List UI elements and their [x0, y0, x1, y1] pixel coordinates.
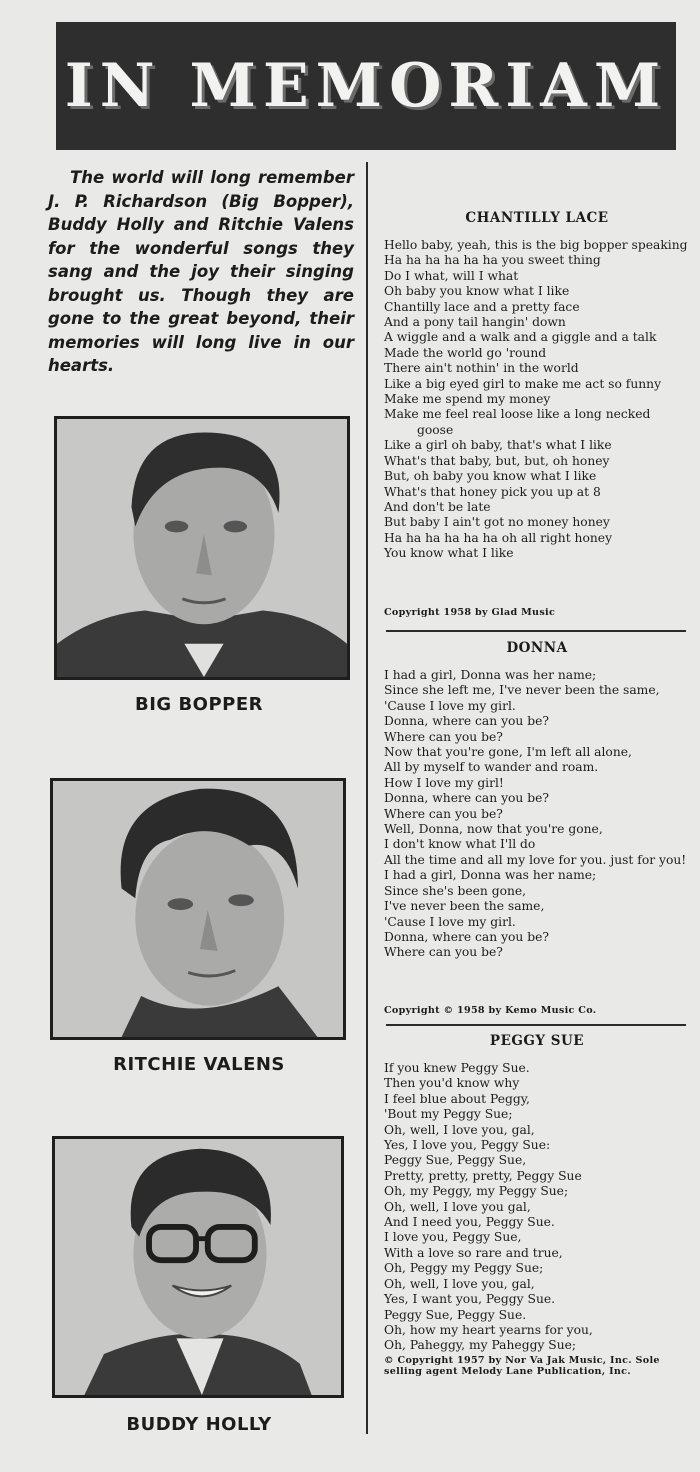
buddy-holly-photo — [52, 1136, 344, 1398]
lyric-line: Donna, where can you be? — [384, 929, 550, 944]
lyric-line: I had a girl, Donna was her name; — [384, 668, 597, 682]
big-bopper-photo — [54, 416, 350, 680]
lyric-line: 'Cause I love my girl. — [384, 914, 516, 929]
lyric-line: Then you'd know why — [384, 1076, 520, 1091]
peggy-sue-lyrics — [384, 1061, 690, 1354]
lyric-line: Oh, Peggy my Peggy Sue; — [384, 1261, 544, 1276]
lyric-line: I don't know what I'll do — [384, 837, 536, 852]
lyric-line: 'Cause I love my girl. — [384, 698, 516, 713]
portrait-image — [57, 419, 347, 677]
lyric-line: Chantilly lace and a pretty face — [384, 299, 580, 314]
lyric-line: Since she left me, I've never been the same, — [384, 683, 660, 698]
peggy-sue-copyright: © Copyright 1957 by Nor Va Jak Music, Inc. Sole selling agent Melody Lane Publication, Inc. — [384, 1355, 660, 1378]
lyric-line: Made the world go 'round — [384, 345, 547, 360]
portrait-image — [55, 1139, 341, 1395]
lyric-line: Donna, where can you be? — [384, 714, 550, 729]
chantilly-lace-copyright: Copyright 1958 by Glad Music — [384, 607, 556, 618]
lyric-line: I had a girl, Donna was her name; — [384, 868, 597, 883]
lyric-line: Where can you be? — [384, 945, 503, 960]
lyric-line: I feel blue about Peggy, — [384, 1091, 530, 1106]
lyric-line: Peggy Sue, Peggy Sue. — [384, 1307, 527, 1322]
memoriam-banner — [56, 22, 676, 150]
lyric-line: Ha ha ha ha ha ha you sweet thing — [384, 253, 601, 268]
lyric-line: But, oh baby you know what I like — [384, 469, 597, 484]
lyric-line: And don't be late — [384, 499, 491, 514]
lyric-line: Yes, I love you, Peggy Sue: — [384, 1138, 551, 1153]
ritchie-valens-photo — [50, 778, 346, 1040]
lyric-line: All by myself to wander and roam. — [384, 760, 599, 775]
song-title-peggy-sue: PEGGY SUE — [489, 1033, 585, 1049]
big-bopper-caption: BIG BOPPER — [134, 694, 264, 715]
lyric-line: With a love so rare and true, — [384, 1245, 563, 1260]
lyric-line: Make me feel real loose like a long necked goose — [384, 407, 651, 437]
lyric-line: Like a girl oh baby, that's what I like — [384, 438, 612, 453]
lyric-line: Oh, well, I love you, gal, — [384, 1276, 535, 1291]
intro-paragraph: The world will long remember J. P. Richardson (Big Bopper), Buddy Holly and Ritchie Valens for the wonderful songs they sang and the joy their singing brought us. Though they are gone to the great beyond, their memories will long live in our hearts. — [48, 168, 354, 375]
lyric-line: Oh, Paheggy, my Paheggy Sue; — [384, 1338, 577, 1353]
song-title-chantilly-lace: CHANTILLY LACE — [465, 210, 609, 226]
lyric-line: Yes, I want you, Peggy Sue. — [384, 1292, 556, 1307]
lyric-line: I've never been the same, — [384, 899, 545, 914]
lyric-line: Since she's been gone, — [384, 883, 527, 898]
section-divider — [386, 630, 686, 632]
lyric-line: Oh, well, I love you, gal, — [384, 1122, 535, 1137]
lyric-line: There ain't nothin' in the world — [384, 361, 579, 376]
lyric-line: Like a big eyed girl to make me act so funny — [384, 376, 662, 391]
lyric-line: Do I what, will I what — [384, 268, 519, 283]
lyric-line: All the time and all my love for you. just for you! — [384, 852, 687, 867]
lyric-line: Donna, where can you be? — [384, 791, 550, 806]
lyric-line: Peggy Sue, Peggy Sue, — [384, 1153, 527, 1168]
buddy-holly-caption: BUDDY HOLLY — [126, 1414, 272, 1435]
lyric-line: I love you, Peggy Sue, — [384, 1230, 522, 1245]
lyric-line: You know what I like — [384, 546, 514, 561]
chantilly-lace-lyrics — [384, 238, 690, 562]
lyric-line: Now that you're gone, I'm left all alone, — [384, 745, 632, 760]
ritchie-valens-caption: RITCHIE VALENS — [113, 1054, 285, 1075]
donna-copyright: Copyright © 1958 by Kemo Music Co. — [384, 1005, 597, 1016]
lyric-line: Pretty, pretty, pretty, Peggy Sue — [384, 1168, 582, 1183]
lyric-line: But baby I ain't got no money honey — [384, 515, 610, 530]
lyric-line: Oh, well, I love you gal, — [384, 1199, 531, 1214]
banner-title: IN MEMORIAM — [64, 51, 668, 121]
lyric-line: Where can you be? — [384, 729, 503, 744]
lyric-line: What's that baby, but, but, oh honey — [384, 453, 610, 468]
lyric-line: And a pony tail hangin' down — [384, 315, 566, 330]
portrait-image — [53, 781, 343, 1037]
lyric-line: Ha ha ha ha ha ha oh all right honey — [384, 530, 613, 545]
lyric-line: Well, Donna, now that you're gone, — [384, 822, 603, 837]
lyric-line: Oh, how my heart yearns for you, — [384, 1322, 593, 1337]
lyric-line: 'Bout my Peggy Sue; — [384, 1107, 513, 1122]
lyric-line: Hello baby, yeah, this is the big bopper speaking — [384, 238, 688, 252]
lyric-line: Make me spend my money — [384, 392, 551, 407]
lyric-line: Oh baby you know what I like — [384, 284, 570, 299]
column-divider — [366, 162, 368, 1434]
lyric-line: Oh, my Peggy, my Peggy Sue; — [384, 1184, 569, 1199]
donna-lyrics — [384, 668, 690, 961]
lyric-line: Where can you be? — [384, 806, 503, 821]
lyric-line: A wiggle and a walk and a giggle and a talk — [384, 330, 657, 345]
lyric-line: How I love my girl! — [384, 775, 504, 790]
song-title-donna: DONNA — [506, 640, 568, 656]
section-divider — [386, 1024, 686, 1026]
lyric-line: If you knew Peggy Sue. — [384, 1061, 530, 1075]
lyric-line: What's that honey pick you up at 8 — [384, 484, 601, 499]
lyric-line: And I need you, Peggy Sue. — [384, 1215, 555, 1230]
